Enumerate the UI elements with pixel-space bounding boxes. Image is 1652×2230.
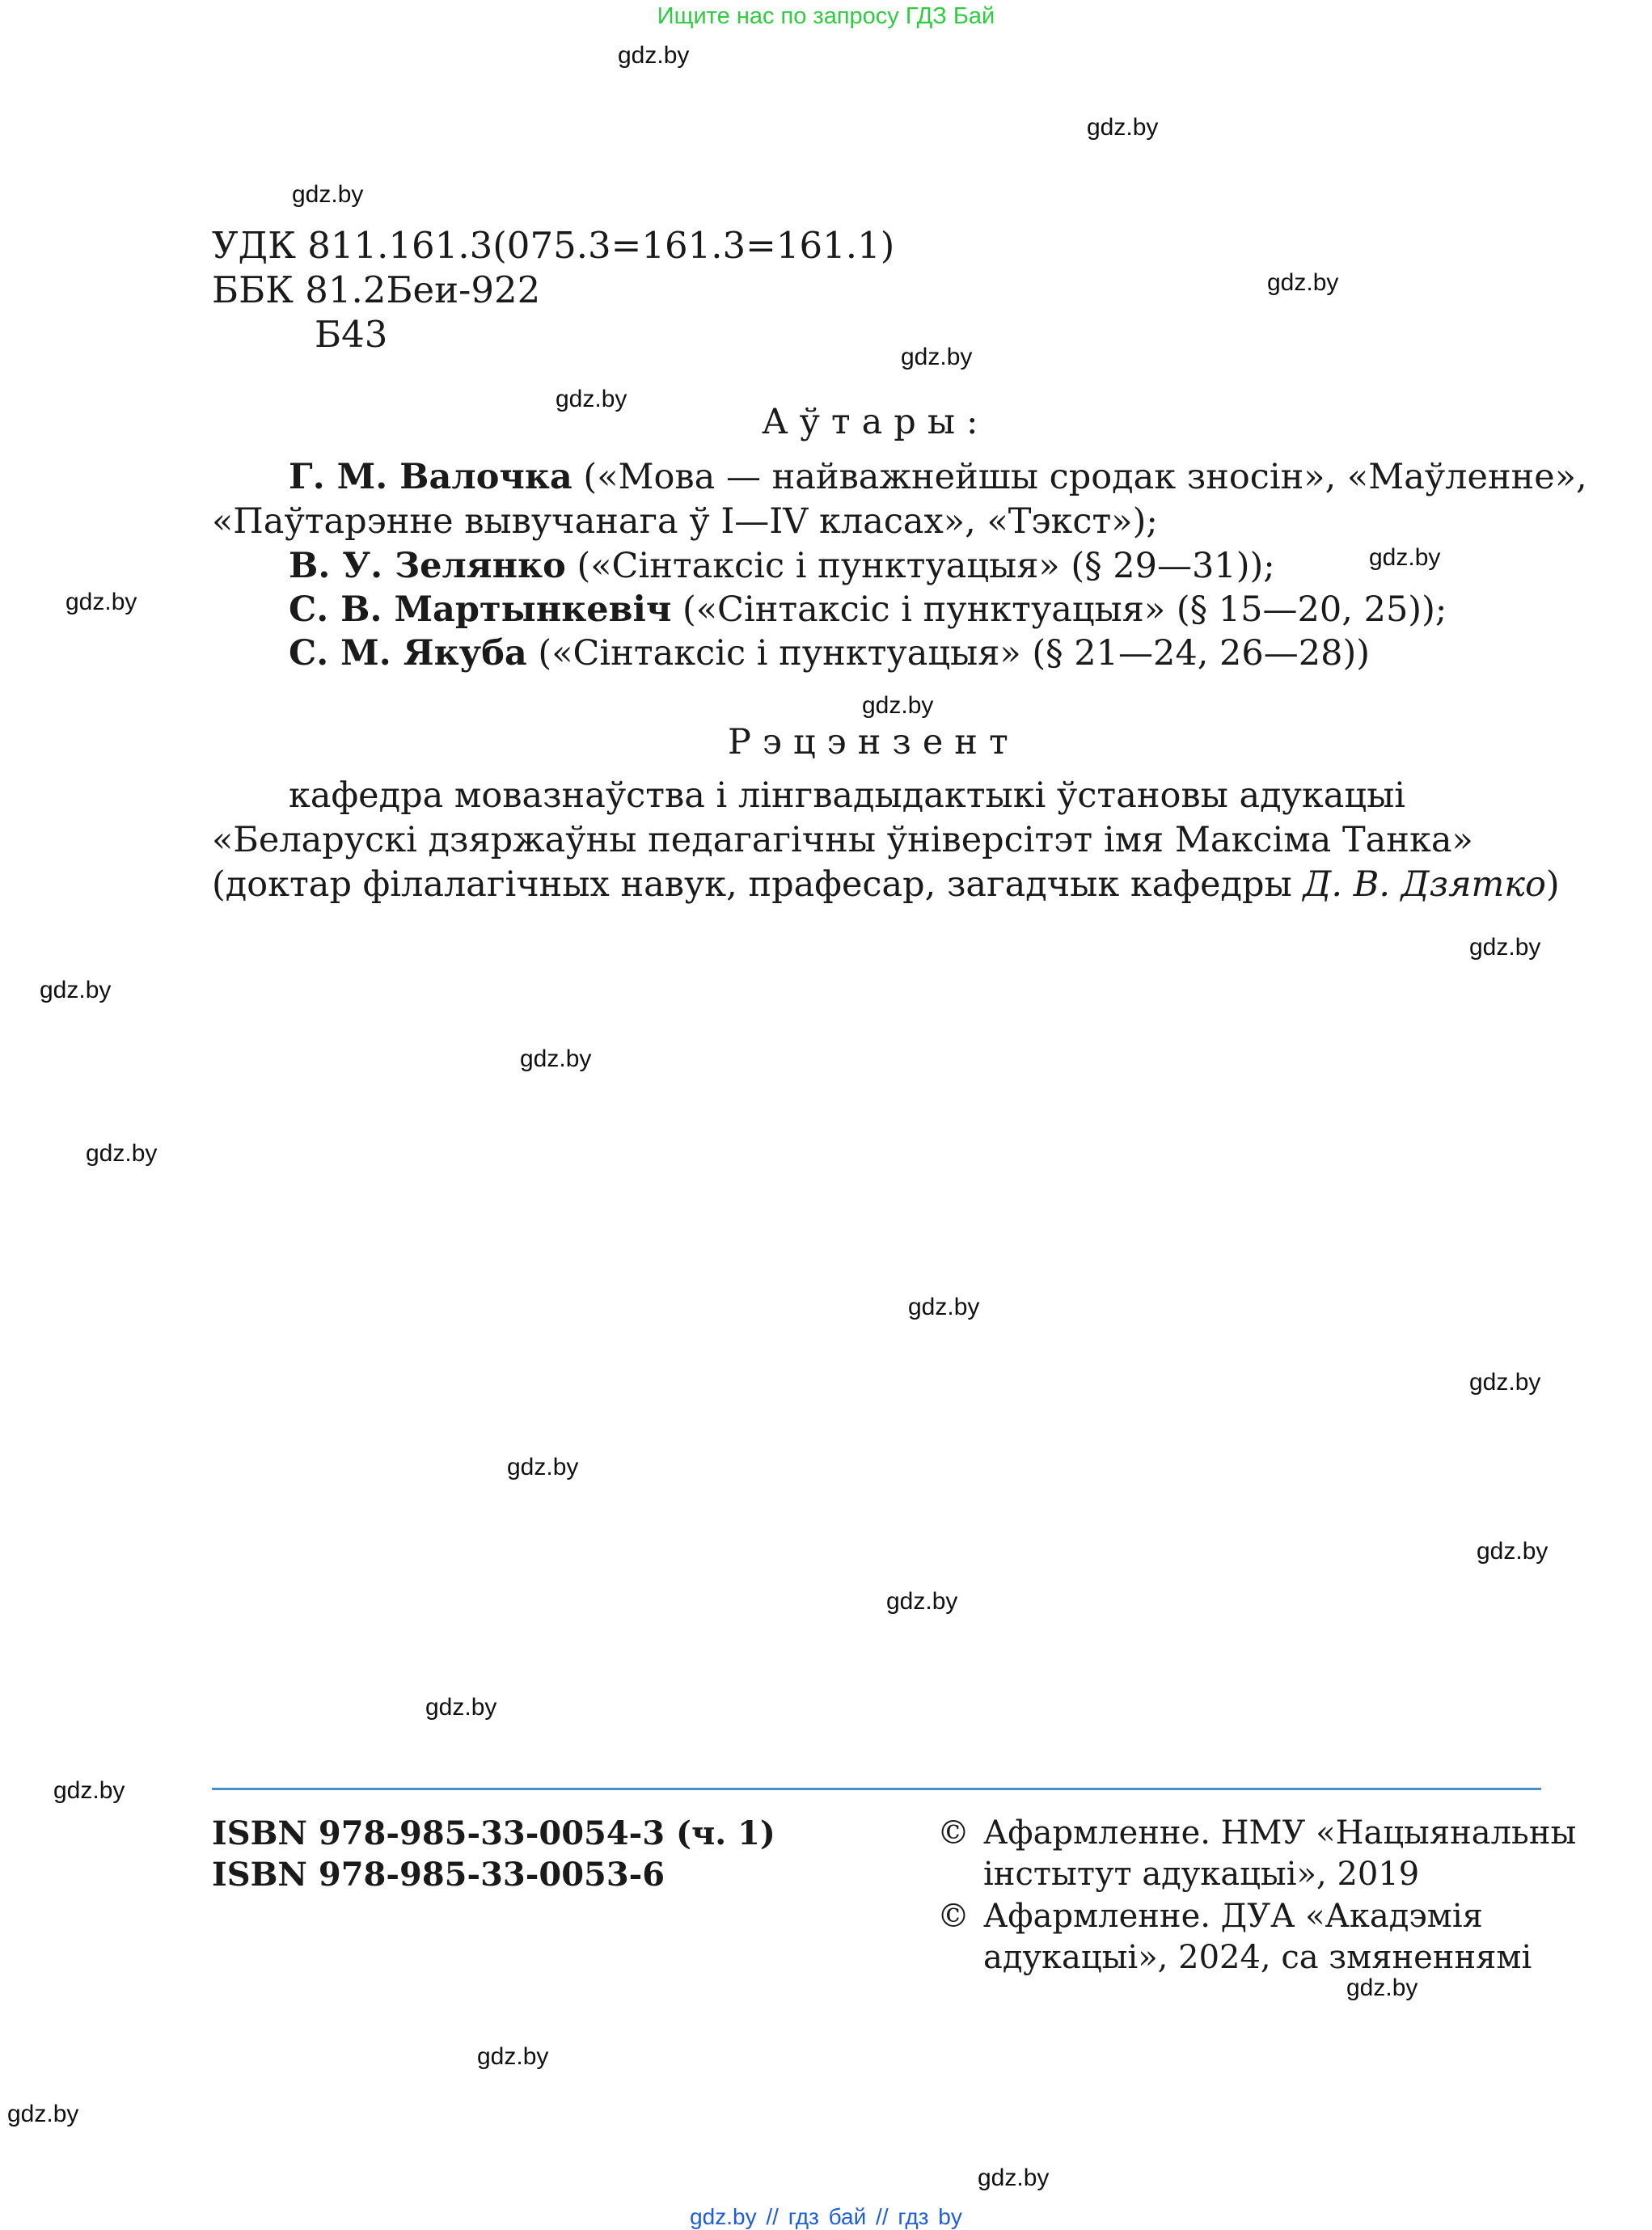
separator-line bbox=[212, 1788, 1541, 1790]
author-name: В. У. Зелянко bbox=[289, 546, 566, 586]
watermark: gdz.by bbox=[53, 1777, 125, 1804]
author-entry bbox=[289, 455, 1587, 500]
watermark: gdz.by bbox=[65, 589, 137, 615]
watermark: gdz.by bbox=[292, 181, 364, 208]
watermark: gdz.by bbox=[862, 692, 934, 719]
author-entry-continued: «Паўтарэнне вывучанага ў I—IV класах», «Тэкст»); bbox=[212, 501, 1158, 542]
footer-link-gdz-by[interactable]: gdz.by bbox=[690, 2204, 757, 2229]
watermark: gdz.by bbox=[1369, 544, 1441, 571]
authors-heading: Аўтары: bbox=[762, 402, 990, 442]
bbk-code: ББК 81.2Беи-922 bbox=[212, 268, 541, 311]
footer-link-gdz-by-mixed[interactable]: гдз by bbox=[898, 2204, 962, 2229]
reviewer-line: «Беларускі дзяржаўны педагагічны ўніверсітэт імя Максіма Танка» bbox=[212, 820, 1473, 860]
watermark: gdz.by bbox=[1267, 269, 1339, 296]
footer-link-gdz-bai[interactable]: гдз бай bbox=[788, 2204, 867, 2229]
copyright-line: адукацыі», 2024, са змяненнямі bbox=[983, 1939, 1532, 1976]
reviewer-person: Д. В. Дзятко bbox=[1303, 864, 1546, 905]
footer-separator: // bbox=[766, 2204, 779, 2229]
isbn-part: ISBN 978-985-33-0054-3 (ч. 1) bbox=[212, 1814, 775, 1852]
reviewer-line bbox=[212, 863, 1560, 907]
copyright-line: Афармленне. ДУА «Акадэмія bbox=[983, 1898, 1483, 1935]
watermark: gdz.by bbox=[1346, 1974, 1418, 2001]
author-entry bbox=[289, 631, 1370, 676]
reviewer-text: (доктар філалагічных навук, прафесар, загадчык кафедры bbox=[212, 864, 1303, 905]
isbn-set: ISBN 978-985-33-0053-6 bbox=[212, 1856, 665, 1894]
copyright-symbol: © bbox=[937, 1898, 970, 1935]
reviewer-heading: Рэцэнзент bbox=[728, 722, 1020, 762]
search-banner: Ищите нас по запросу ГДЗ Бай bbox=[657, 3, 995, 29]
watermark: gdz.by bbox=[520, 1045, 592, 1072]
watermark: gdz.by bbox=[908, 1294, 980, 1320]
watermark: gdz.by bbox=[1469, 1369, 1541, 1396]
footer-links bbox=[0, 2204, 1652, 2230]
watermark: gdz.by bbox=[507, 1454, 579, 1480]
copyright-line: інстытут адукацыі», 2019 bbox=[983, 1856, 1420, 1893]
author-sign-code: Б43 bbox=[315, 313, 388, 356]
author-entry bbox=[289, 544, 1275, 589]
watermark: gdz.by bbox=[1477, 1538, 1548, 1565]
watermark: gdz.by bbox=[1469, 934, 1541, 961]
author-works: («Сінтаксіс і пунктуацыя» (§ 29—31)); bbox=[565, 546, 1275, 586]
watermark: gdz.by bbox=[425, 1694, 497, 1721]
author-name: С. В. Мартынкевіч bbox=[289, 589, 672, 630]
watermark: gdz.by bbox=[618, 42, 690, 69]
watermark: gdz.by bbox=[86, 1140, 158, 1167]
watermark: gdz.by bbox=[886, 1588, 958, 1615]
watermark: gdz.by bbox=[40, 977, 112, 1003]
reviewer-line: кафедра мовазнаўства і лінгвадыдактыкі ўстановы адукацыі bbox=[289, 775, 1406, 816]
watermark: gdz.by bbox=[7, 2101, 79, 2127]
author-works: («Сінтаксіс і пунктуацыя» (§ 21—24, 26—28)) bbox=[526, 633, 1371, 674]
author-works: («Сінтаксіс і пунктуацыя» (§ 15—20, 25)); bbox=[671, 589, 1447, 630]
watermark: gdz.by bbox=[477, 2043, 549, 2070]
udk-code: УДК 811.161.3(075.3=161.3=161.1) bbox=[212, 224, 895, 267]
copyright-symbol: © bbox=[937, 1814, 970, 1852]
author-name: С. М. Якуба bbox=[289, 633, 527, 674]
copyright-line: Афармленне. НМУ «Нацыянальны bbox=[983, 1814, 1577, 1852]
watermark: gdz.by bbox=[978, 2165, 1050, 2191]
watermark: gdz.by bbox=[556, 386, 627, 412]
footer-separator: // bbox=[876, 2204, 889, 2229]
author-name: Г. М. Валочка bbox=[289, 457, 572, 497]
author-entry bbox=[289, 588, 1447, 632]
watermark: gdz.by bbox=[1087, 114, 1159, 141]
author-works: («Мова — найважнейшы сродак зносін», «Маўленне», bbox=[572, 457, 1587, 497]
reviewer-text-end: ) bbox=[1545, 864, 1560, 905]
watermark: gdz.by bbox=[901, 344, 973, 370]
